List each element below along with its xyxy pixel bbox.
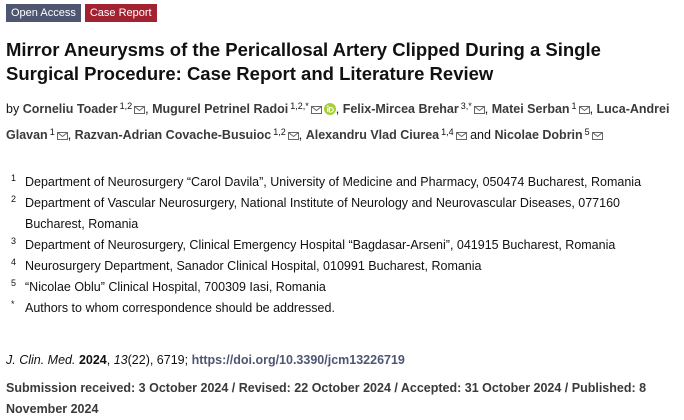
- author-name-link[interactable]: Razvan-Adrian Covache-Busuioc: [74, 128, 272, 142]
- author-name-link[interactable]: Matei Serban: [491, 102, 570, 116]
- author-name-link[interactable]: Mugurel Petrinel Radoi: [152, 102, 289, 116]
- citation-line: J. Clin. Med. 2024, 13(22), 6719; https://doi.org/10.3390/jcm13226719: [6, 353, 405, 367]
- affiliation-number: 2: [11, 194, 17, 204]
- author-affil-sup: 1: [49, 127, 55, 137]
- citation-year: 2024: [78, 353, 107, 367]
- author-affil-sup: 5: [584, 127, 590, 137]
- affiliation-item: [6, 172, 678, 193]
- author-affil-sup: 3,*: [460, 101, 472, 111]
- email-icon[interactable]: [57, 126, 68, 147]
- email-icon[interactable]: [474, 100, 485, 121]
- orcid-icon[interactable]: [324, 101, 336, 122]
- email-icon[interactable]: [579, 100, 590, 121]
- affiliation-item: [6, 277, 678, 298]
- author-7: [306, 128, 467, 142]
- journal-name: J. Clin. Med.: [6, 353, 76, 367]
- article-title: Mirror Aneurysms of the Pericallosal Artery Clipped During a Single Surgical Procedure: Case Report and Literature Review: [6, 39, 601, 84]
- citation-volume: 13: [113, 353, 128, 367]
- affiliation-number: 3: [11, 236, 17, 246]
- affiliation-item: [6, 193, 678, 235]
- author-affil-sup: 1,4: [441, 127, 454, 137]
- affiliation-number: 4: [11, 257, 17, 267]
- affiliation-text: Department of Vascular Neurosurgery, National Institute of Neurology and Neurovascular Diseases, 077160 Bucharest, Romania: [25, 196, 620, 231]
- author-name-link[interactable]: Luca-Andrei Glavan: [6, 102, 670, 142]
- author-list: [6, 96, 678, 147]
- affiliation-number: *: [11, 299, 15, 309]
- citation-issue: (22): [127, 353, 150, 367]
- affiliation-text: Neurosurgery Department, Sanador Clinical Hospital, 010991 Bucharest, Romania: [25, 259, 482, 273]
- author-affil-sup: 1,2: [273, 127, 286, 137]
- author-name-link[interactable]: Felix-Mircea Brehar: [342, 102, 459, 116]
- email-icon[interactable]: [456, 126, 467, 147]
- affiliation-text: Department of Neurosurgery, Clinical Emergency Hospital “Bagdasar-Arseni”, 041915 Bucharest, Romania: [25, 238, 616, 252]
- affiliation-item: [6, 256, 678, 277]
- author-1: Corneliu Toader $^{1,2}$ ,: [23, 102, 149, 116]
- open-access-badge[interactable]: Open Access: [6, 4, 81, 22]
- author-4: Matei Serban $^1$ ,: [492, 102, 593, 116]
- affiliation-number: 1: [11, 173, 17, 183]
- author-3: Felix-Mircea Brehar $^{3,*}$ ,: [343, 102, 489, 116]
- affiliation-text: Authors to whom correspondence should be addressed.: [25, 301, 335, 315]
- author-name-link[interactable]: Nicolae Dobrin: [494, 128, 583, 142]
- by-label: by: [6, 102, 20, 116]
- affiliation-number: 5: [11, 278, 17, 288]
- affiliation-text: Department of Neurosurgery “Carol Davila”, University of Medicine and Pharmacy, 050474 Bucharest, Romania: [25, 175, 642, 189]
- author-8: [494, 128, 602, 142]
- email-icon[interactable]: [592, 126, 603, 147]
- affiliation-list: [6, 172, 678, 319]
- author-2: Mugurel Petrinel Radoi $^{1,2,*}$ ,: [152, 102, 339, 116]
- author-affil-sup: 1,2,*: [290, 101, 309, 111]
- email-icon[interactable]: [134, 100, 145, 121]
- case-report-badge[interactable]: Case Report: [85, 4, 157, 22]
- affiliation-text: “Nicolae Oblu” Clinical Hospital, 700309 Iasi, Romania: [25, 280, 326, 294]
- article-badges: [6, 4, 157, 22]
- email-icon[interactable]: [311, 100, 322, 121]
- author-6: Razvan-Adrian Covache-Busuioc $^{1,2}$ ,: [75, 128, 303, 142]
- and-label: and: [470, 128, 491, 142]
- publication-dates: Submission received: 3 October 2024 / Revised: 22 October 2024 / Accepted: 31 October 2024 / Published: 8 November 2024: [6, 381, 647, 416]
- author-affil-sup: 1: [571, 101, 577, 111]
- author-name-link[interactable]: Alexandru Vlad Ciurea: [305, 128, 440, 142]
- affiliation-item: [6, 235, 678, 256]
- email-icon[interactable]: [288, 126, 299, 147]
- affiliation-item: [6, 298, 678, 319]
- author-5: Luca-Andrei Glavan $^1$ ,: [6, 102, 669, 142]
- citation-article: , 6719;: [149, 353, 189, 367]
- author-affil-sup: 1,2: [119, 101, 133, 111]
- doi-link[interactable]: https://doi.org/10.3390/jcm13226719: [191, 353, 405, 367]
- author-name-link[interactable]: Corneliu Toader: [22, 102, 118, 116]
